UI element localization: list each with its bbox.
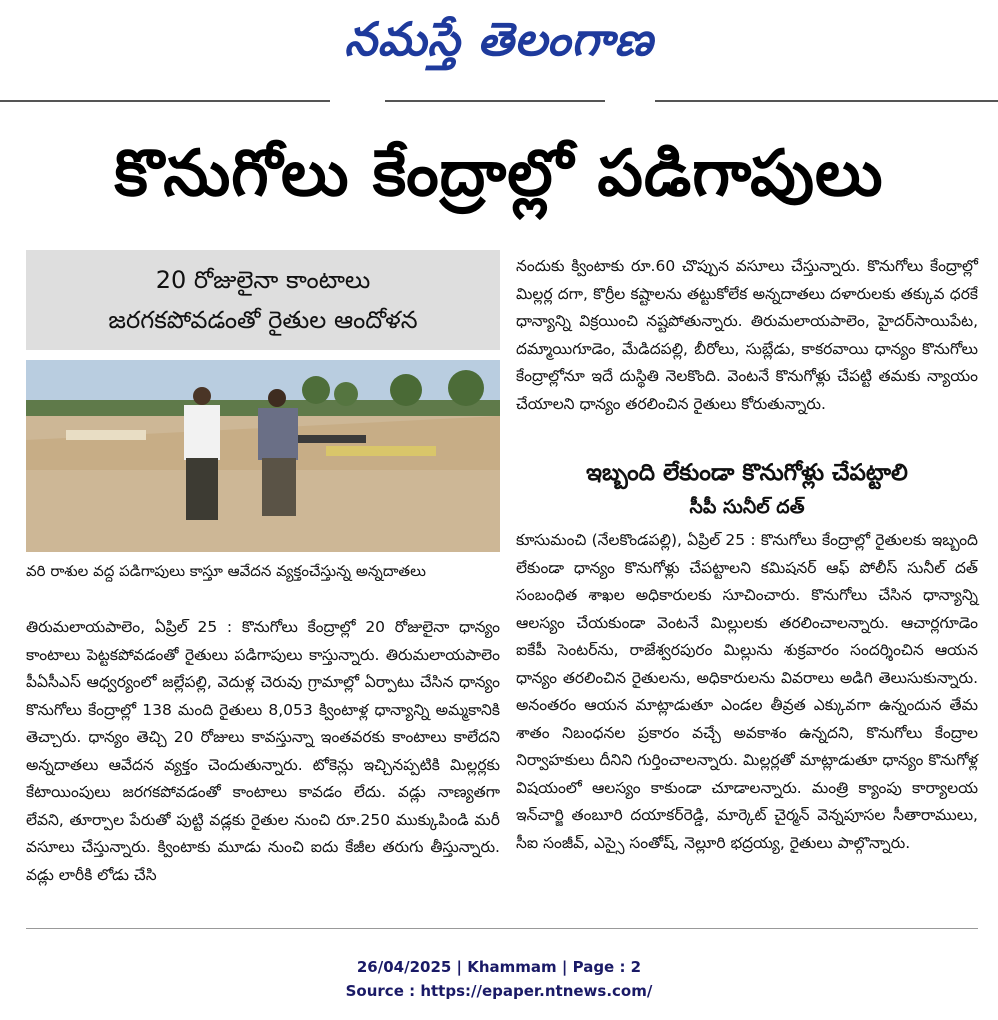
side-article-body-text: కూసుమంచి (నేలకొండపల్లి), ఏప్రిల్ 25 : కొనుగోలు కేంద్రాల్లో రైతులకు ఇబ్బంది లేకుండా ధాన్యం కొనుగోళ్లు చేపట్టాలని కమిషనర్ ఆఫ్ పోలీస్ సునీల్ దత్ సంబంధిత శాఖల అధికారులకు సూచించారు. కొనుగోలు చేసిన ధాన్యాన్ని ఆలస్యం చేయకుండా వెంటనే మిల్లులకు తరలించాలన్నారు. ఆచార్లగూడెం ఐకేపీ సెంటర్‌ను, రాజేశ్వరపురం మిల్లును శుక్రవారం సందర్శించిన ఆయన ధాన్యం తరలించిన రైతులను, అధికారులను వివరాలు అడిగి తెలుసుకున్నారు. అనంతరం ఆయన మాట్లాడుతూ ఎండల తీవ్రత ఎక్కువగా ఉన్నందున తేమ శాతం నిబంధనల ప్రకారం వచ్చే అవకాశం ఉన్నదని, కొనుగోలు కేంద్రాల నిర్వాహకులు దీనిని గుర్తించాలన్నారు. మిల్లర్లతో మాట్లాడుతూ ధాన్యం కొనుగోళ్ల విషయంలో ఆలస్యం కాకుండా చూడాలన్నారు. మంత్రి క్యాంపు కార్యాలయ ఇన్‌చార్జి తంబూరి దయాకర్‌రెడ్డి, మార్కెట్ చైర్మన్ వెన్నపూసల సీతారాములు, సీఐ సంజీవ్, ఎస్సై సంతోష్, నెల్లూరి భద్రయ్య, రైతులు పాల్గొన్నారు. [516, 531, 978, 852]
article-body-left-text: తిరుమలాయపాలెం, ఏప్రిల్ 25 : కొనుగోలు కేంద్రాల్లో 20 రోజులైనా ధాన్యం కాంటాలు పెట్టకపోవడంతో రైతులు పడిగాపులు కాస్తున్నారు. తిరుమలాయపాలెం పీఏసీఎస్ ఆధ్వర్యంలో జల్లేపల్లి, వెదుళ్ల చెరువు గ్రామాల్లో ఏర్పాటు చేసిన ధాన్యం కొనుగోలు కేంద్రాల్లో 138 మంది రైతులు 8,053 క్వింటాళ్ల ధాన్యాన్ని అమ్మకానికి తెచ్చారు. ధాన్యం తెచ్చి 20 రోజులు కావస్తున్నా ఇంతవరకు కాంటాలు కాలేదని అన్నదాతలు ఆవేదన వ్యక్తం చెందుతున్నారు. టోకెన్లు ఇచ్చినప్పటికి మిల్లర్లకు కేటాయింపులు జరగకపోవడంతో కాంటాలు కావడం లేదు. వడ్లు నాణ్యతగా లేవని, తూర్పాల పేరుతో పుట్టి వడ్లకు రైతుల నుంచి రూ.250 ముక్కుపిండి మరీ వసూలు చేస్తున్నారు. క్వింటాకు మూడు నుంచి ఐదు కేజీల తరుగు తీస్తున్నారు. వడ్లు లారీకి లోడు చేసి [26, 618, 500, 884]
footer-rule [26, 928, 978, 929]
masthead-rule-right [655, 100, 998, 102]
article-photo [26, 360, 500, 552]
article-headline: కొనుగోలు కేంద్రాల్లో పడిగాపులు [114, 137, 884, 211]
article-subheadline [26, 250, 500, 350]
article-body-left [26, 614, 500, 919]
footer-source[interactable]: Source : https://epaper.ntnews.com/ [345, 982, 653, 1000]
side-article-headline: ఇబ్బంది లేకుండా కొనుగోళ్లు చేపట్టాలి [586, 460, 908, 486]
subheadline-line-1: 20 రోజులైనా కాంటాలు [155, 266, 371, 294]
masthead-rule-left [0, 100, 330, 102]
side-article-byline: సీపీ సునీల్ దత్ [689, 496, 805, 518]
article-body-right [516, 253, 978, 448]
footer-edition: 26/04/2025 | Khammam | Page : 2 [356, 958, 642, 976]
masthead-title: నమస్తే తెలంగాణ [344, 12, 654, 66]
article-body-right-text: నందుకు క్వింటాకు రూ.60 చొప్పున వసూలు చేస్తున్నారు. కొనుగోలు కేంద్రాల్లో మిల్లర్ల దగా, కొర్రీల కష్టాలను తట్టుకోలేక అన్నదాతలు దళారులకు తక్కువ ధరకే ధాన్యాన్ని విక్రయించి నష్టపోతున్నారు. తిరుమలాయపాలెం, హైదర్‌సాయిపేట, దమ్మాయిగూడెం, మేడిదపల్లి, బీరోలు, సుబ్లేడు, కాకరవాయి ధాన్యం కొనుగోలు కేంద్రాల్లోనూ ఇదే దుస్థితి నెలకొంది. వెంటనే కొనుగోళ్లు చేపట్టి తమకు న్యాయం చేయాలని ధాన్యం తరలించిన రైతులు కోరుతున్నారు. [516, 257, 978, 413]
masthead-rule-center [385, 100, 605, 102]
page-footer [0, 955, 998, 1005]
side-article-body [516, 527, 978, 919]
photo-caption: వరి రాశుల వద్ద పడిగాపులు కాస్తూ ఆవేదన వ్యక్తంచేస్తున్న అన్నదాతలు [26, 562, 426, 580]
subheadline-line-2: జరగకపోవడంతో రైతుల ఆందోళన [108, 306, 418, 334]
